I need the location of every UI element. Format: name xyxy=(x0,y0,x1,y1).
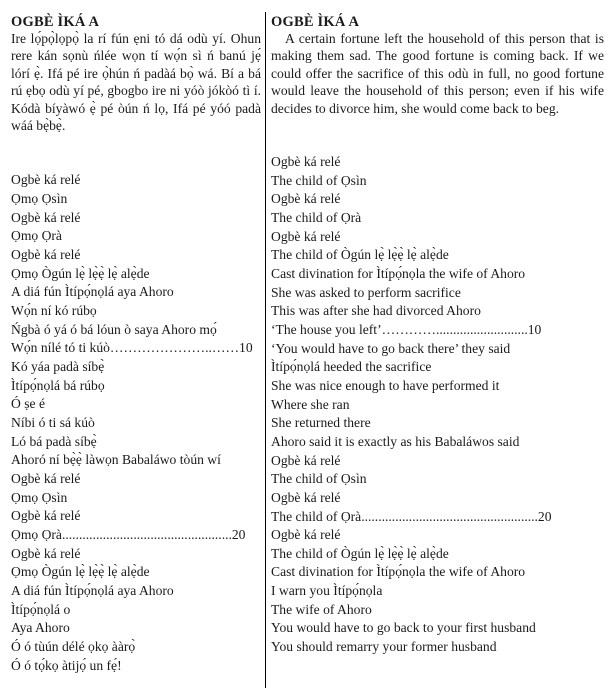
yoruba-verse-line: Kó yáa padà síbẹ̀ xyxy=(11,359,105,374)
english-verse-line: She was asked to perform sacrifice xyxy=(271,284,461,300)
english-verse xyxy=(271,153,604,657)
yoruba-verse-line: Ogbè ká relé xyxy=(11,545,81,561)
yoruba-column xyxy=(11,14,261,675)
english-verse-line: You should remarry your former husband xyxy=(271,639,497,655)
yoruba-verse-line: Ogbè ká relé xyxy=(11,209,81,225)
yoruba-verse-line: Ló bá padà síbẹ̀ xyxy=(11,433,97,449)
english-verse-line: The child of Ògún lẹ̀ lẹ̀ẹ̀ lẹ̀ alẹ̀de xyxy=(271,545,449,561)
english-verse-line: Ogbè ká relé xyxy=(271,191,341,207)
english-verse-line: Ogbè ká relé xyxy=(271,489,341,505)
english-verse-line: The wife of Ahoro xyxy=(271,601,372,617)
yoruba-verse-line: Ọmọ Ògún lẹ̀ lẹ̀ẹ̀ lẹ̀ alẹ̀de xyxy=(11,564,150,580)
yoruba-verse-line: Wọ́n nílé tó ti kúò…………………..……10 xyxy=(11,340,253,356)
english-column xyxy=(271,14,604,657)
yoruba-verse-line: Ogbè ká relé xyxy=(11,247,81,263)
yoruba-verse-line: Ogbè ká relé xyxy=(11,470,81,486)
yoruba-verse-line: Ó ṣe é xyxy=(11,396,45,412)
yoruba-verse-line: Ìtípọ́nọlá bá rúbọ xyxy=(11,377,105,393)
english-verse-line: Cast divination for Ìtípọ́nọla the wife of Ahoro xyxy=(271,564,526,580)
yoruba-verse-line: Ọmọ Ògún lẹ̀ lẹ̀ẹ̀ lẹ̀ alẹ̀de xyxy=(11,265,150,281)
english-verse-line: The child of Ọrà xyxy=(271,210,362,225)
english-verse-line: Ogbè ká relé xyxy=(271,452,341,468)
column-divider xyxy=(265,12,266,688)
english-verse-line: Ogbè ká relé xyxy=(271,154,341,170)
yoruba-verse-line: Ọmọ Ọsìn xyxy=(11,191,68,207)
english-verse-line: The child of Ọsìn xyxy=(271,471,367,487)
english-verse-line: The child of Ọrà....................................................20 xyxy=(271,508,552,524)
yoruba-intro: Ire lọ́pọ̀lọpọ̀ la rí fún ẹni tó dá odù yí. Ohun rere kán sọnù ńlée wọn tí wọ́n sì ń banú jẹ́ lórí ẹ̀. Ifá pé ire ọ̀hún ń padàá bọ̀ wá. Bí a bá rú ẹbọ odù yí pé, gbogbo ire ni yóò jókòó tì í. Kódà bíyàwó ẹ̀ pé òún ń lọ, Ifá pé yóó padà wáá bẹ̀bẹ̀. xyxy=(11,31,261,134)
yoruba-verse-line: A diá fún Ìtípọ́nọlá aya Ahoro xyxy=(11,284,174,300)
english-verse-line: Ogbè ká relé xyxy=(271,527,341,543)
english-verse-line: Cast divination for Ìtípọ́nọla the wife of Ahoro xyxy=(271,265,526,281)
english-verse-line: This was after she had divorced Ahoro xyxy=(271,303,481,319)
yoruba-verse-line: Aya Ahoro xyxy=(11,620,70,636)
yoruba-verse-line: Wọ́n ní kó rúbọ xyxy=(11,303,97,319)
yoruba-heading: OGBÈ ÌKÁ A xyxy=(11,14,100,30)
english-heading: OGBÈ ÌKÁ A xyxy=(271,14,360,30)
english-verse-line: Ìtípọ́nọlá heeded the sacrifice xyxy=(271,359,432,375)
yoruba-verse-line: Ọmọ Ọrà xyxy=(11,228,62,244)
english-verse-line: The child of Ògún lẹ̀ lẹ̀ẹ̀ lẹ̀ alẹ̀de xyxy=(271,247,449,263)
yoruba-verse-line: Ahoró ní bẹ̀ẹ̀ làwọn Babaláwo tòún wí xyxy=(11,452,221,468)
yoruba-verse-line: Ọmọ Ọrà..................................................20 xyxy=(11,526,246,542)
yoruba-verse-line: A diá fún Ìtípọ́nọlá aya Ahoro xyxy=(11,582,174,598)
yoruba-verse-line: Ó ó tùún délé ọkọ ààrọ̀ xyxy=(11,638,136,654)
yoruba-verse xyxy=(11,171,261,675)
english-verse-line: You would have to go back to your first husband xyxy=(271,620,536,636)
yoruba-verse-line: Níbi ó ti sá kúò xyxy=(11,414,95,430)
english-verse-line: She returned there xyxy=(271,415,371,431)
english-verse-line: Ahoro said it is exactly as his Babaláwos said xyxy=(271,433,520,449)
yoruba-verse-line: Ogbè ká relé xyxy=(11,172,81,188)
english-verse-line: ‘You would have to go back there’ they said xyxy=(271,340,511,356)
english-verse-line: ‘The house you left’…………...........................10 xyxy=(271,321,542,337)
yoruba-verse-line: Ńgbà ó yá ó bá lóun ò saya Ahoro mọ́ xyxy=(11,321,217,337)
english-verse-line: Where she ran xyxy=(271,396,350,412)
english-intro: A certain fortune left the household of this person that is making them sad. The good fortune is coming back. If we could offer the sacrifice of this odù in full, no good fortune would leave the household of this person; even if his wife decides to divorce him, she would come back to beg. xyxy=(271,31,604,116)
yoruba-verse-line: Ó ó tọ́kọ àtijọ́ un fẹ́! xyxy=(11,657,122,673)
english-verse-line: The child of Ọsìn xyxy=(271,172,367,188)
yoruba-verse-line: Ìtípọ́nọlá o xyxy=(11,601,71,617)
english-verse-line: Ogbè ká relé xyxy=(271,228,341,244)
english-verse-line: I warn you Ìtípọ́nọla xyxy=(271,583,383,599)
english-verse-line: She was nice enough to have performed it xyxy=(271,377,500,393)
yoruba-verse-line: Ọmọ Ọsìn xyxy=(11,489,68,505)
yoruba-verse-line: Ogbè ká relé xyxy=(11,508,81,524)
